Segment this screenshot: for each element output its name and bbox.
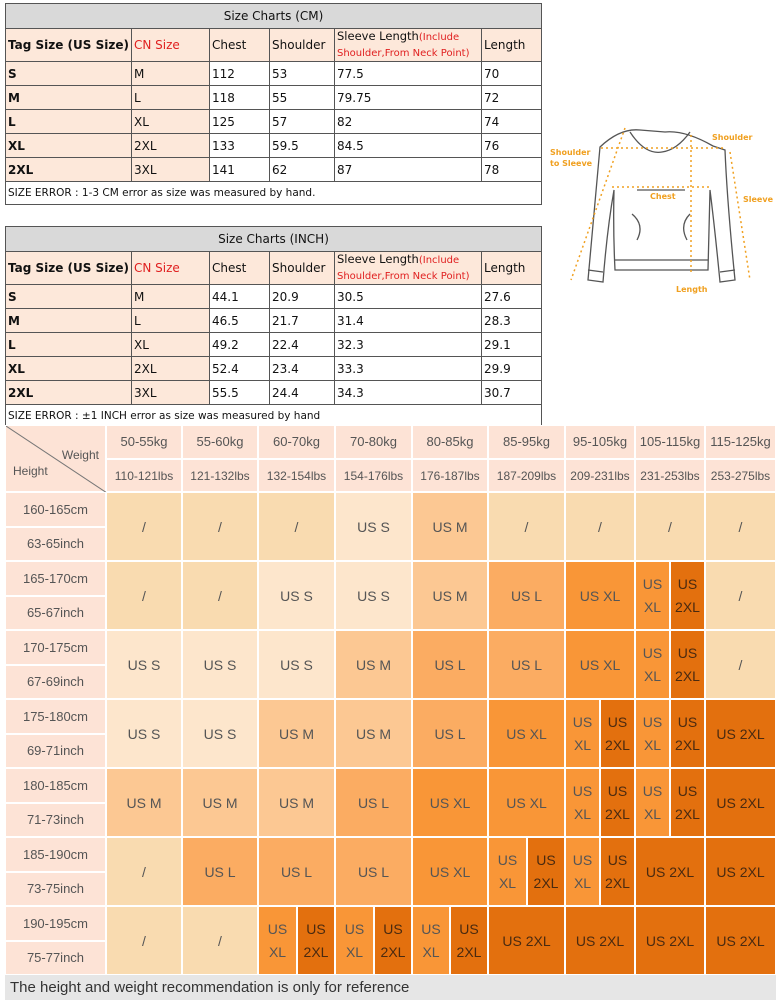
table-row [6,62,542,86]
cell-sleeve-length: 77.5 [335,62,482,86]
cell-tag-size: 2XL [6,381,132,405]
label-chest: Chest [650,192,676,201]
size-cell: US 2XL [670,561,705,630]
size-cell: / [488,492,565,561]
corner-header [5,425,106,492]
weight-lbs-header: 231-253lbs [635,459,705,492]
label-sleeve: Sleeve [743,195,773,204]
size-cell: US S [258,561,335,630]
size-cell: / [635,492,705,561]
header-length: Length [482,252,542,285]
size-cell: / [106,561,182,630]
height-cm-label: 190-195cm [5,906,106,941]
size-cell: / [705,630,776,699]
label-shoulder: Shoulder [712,133,753,142]
size-cell: US XL [565,630,635,699]
corner-height-label: Height [13,464,48,478]
size-cell: US 2XL [565,906,635,975]
size-cell: US 2XL [705,699,776,768]
cell-chest: 112 [210,62,270,86]
label-shoulder-to-sleeve-2: to Sleeve [550,159,593,168]
height-cm-label: 170-175cm [5,630,106,665]
cell-sleeve-length: 87 [335,158,482,182]
size-cell: US 2XL [670,630,705,699]
cell-cn-size: 2XL [132,134,210,158]
cell-tag-size: M [6,86,132,110]
height-weight-recommendation-grid [5,425,776,975]
header-shoulder: Shoulder [270,252,335,285]
size-cell: US M [258,768,335,837]
size-error-note: SIZE ERROR : 1-3 CM error as size was measured by hand. [6,182,542,205]
weight-kg-header: 85-95kg [488,425,565,459]
height-inch-label: 65-67inch [5,596,106,630]
hoodie-outline-icon [588,130,735,282]
cell-tag-size: S [6,285,132,309]
size-cell: US 2XL [670,768,705,837]
size-cell: US L [412,699,488,768]
sleeve-note: (Include Shoulder,From Neck Point) [337,255,470,282]
size-cell: US 2XL [527,837,565,906]
size-cell: US 2XL [488,906,565,975]
size-cell: US XL [635,699,670,768]
size-cell: / [106,906,182,975]
size-cell: US L [488,561,565,630]
weight-lbs-header: 132-154lbs [258,459,335,492]
size-cell: US L [335,768,412,837]
cell-cn-size: XL [132,333,210,357]
size-cell: / [106,492,182,561]
table-row [6,86,542,110]
sleeve-label: Sleeve Length [337,29,419,43]
size-cell: US XL [565,699,600,768]
size-error-note: SIZE ERROR : ±1 INCH error as size was measured by hand [6,405,542,428]
cell-length: 78 [482,158,542,182]
header-sleeve [335,252,482,285]
size-cell: US XL [565,837,600,906]
weight-kg-header: 95-105kg [565,425,635,459]
cell-tag-size: S [6,62,132,86]
size-cell: US 2XL [297,906,335,975]
height-inch-label: 71-73inch [5,803,106,837]
size-cell: US XL [635,630,670,699]
hoodie-measurement-diagram [545,110,776,310]
cell-length: 76 [482,134,542,158]
cell-sleeve-length: 31.4 [335,309,482,333]
size-cell: US 2XL [600,837,635,906]
height-inch-label: 73-75inch [5,872,106,906]
cell-chest: 118 [210,86,270,110]
cell-shoulder: 53 [270,62,335,86]
weight-lbs-header: 209-231lbs [565,459,635,492]
table-row [6,381,542,405]
cell-shoulder: 20.9 [270,285,335,309]
header-chest: Chest [210,252,270,285]
size-cell: US M [412,561,488,630]
cell-tag-size: XL [6,134,132,158]
sleeve-note: (Include Shoulder,From Neck Point) [337,32,470,59]
size-cell: US L [412,630,488,699]
header-cn-size: CN Size [132,29,210,62]
cell-shoulder: 24.4 [270,381,335,405]
weight-kg-header: 50-55kg [106,425,182,459]
header-cn-size: CN Size [132,252,210,285]
size-cell: US S [182,699,258,768]
size-cell: US XL [412,837,488,906]
size-cell: / [182,906,258,975]
label-shoulder-to-sleeve: Shoulder [550,148,591,157]
weight-kg-header: 80-85kg [412,425,488,459]
cell-cn-size: M [132,62,210,86]
cell-length: 74 [482,110,542,134]
size-chart-inch [5,226,542,428]
cell-shoulder: 21.7 [270,309,335,333]
cell-sleeve-length: 32.3 [335,333,482,357]
size-cell: US 2XL [450,906,488,975]
reference-footer: The height and weight recommendation is only for reference [5,975,776,1000]
size-cell: US 2XL [670,699,705,768]
table-row [6,309,542,333]
size-cell: US XL [488,768,565,837]
cell-sleeve-length: 30.5 [335,285,482,309]
table-row [6,357,542,381]
table-row [6,110,542,134]
cell-tag-size: M [6,309,132,333]
size-cell: US XL [635,561,670,630]
height-inch-label: 69-71inch [5,734,106,768]
size-cell: US XL [565,768,600,837]
size-cell: US 2XL [600,699,635,768]
cell-shoulder: 22.4 [270,333,335,357]
cell-sleeve-length: 79.75 [335,86,482,110]
header-shoulder: Shoulder [270,29,335,62]
height-cm-label: 185-190cm [5,837,106,872]
cell-tag-size: L [6,333,132,357]
size-cell: US L [258,837,335,906]
cell-length: 29.9 [482,357,542,381]
size-cell: US 2XL [374,906,412,975]
cell-tag-size: 2XL [6,158,132,182]
header-tag-size: Tag Size (US Size) [6,252,132,285]
cell-cn-size: M [132,285,210,309]
weight-kg-header: 70-80kg [335,425,412,459]
size-cell: US XL [635,768,670,837]
size-cell: US S [106,630,182,699]
size-cell: US XL [412,906,450,975]
size-cell: US XL [488,837,527,906]
cell-chest: 46.5 [210,309,270,333]
cell-length: 30.7 [482,381,542,405]
size-cell: US S [182,630,258,699]
weight-kg-header: 105-115kg [635,425,705,459]
cell-shoulder: 57 [270,110,335,134]
cell-chest: 141 [210,158,270,182]
size-cell: US M [335,699,412,768]
cell-cn-size: 3XL [132,381,210,405]
weight-lbs-header: 253-275lbs [705,459,776,492]
cell-sleeve-length: 33.3 [335,357,482,381]
height-inch-label: 63-65inch [5,527,106,561]
table-row [6,158,542,182]
cell-length: 70 [482,62,542,86]
cell-shoulder: 23.4 [270,357,335,381]
table-row [6,285,542,309]
size-cell: US M [258,699,335,768]
size-cell: US 2XL [635,906,705,975]
size-cell: US S [258,630,335,699]
cell-sleeve-length: 82 [335,110,482,134]
size-cell: US 2XL [635,837,705,906]
cell-cn-size: XL [132,110,210,134]
table-row [6,134,542,158]
cell-chest: 52.4 [210,357,270,381]
size-cell: / [106,837,182,906]
size-cell: US S [335,561,412,630]
weight-kg-header: 55-60kg [182,425,258,459]
size-cell: US 2XL [705,837,776,906]
size-cell: US M [106,768,182,837]
height-cm-label: 180-185cm [5,768,106,803]
size-cell: US S [106,699,182,768]
size-cell: US XL [488,699,565,768]
header-tag-size: Tag Size (US Size) [6,29,132,62]
size-cell: / [705,492,776,561]
header-sleeve [335,29,482,62]
size-cell: US XL [412,768,488,837]
cell-cn-size: 2XL [132,357,210,381]
cell-cn-size: L [132,309,210,333]
height-inch-label: 75-77inch [5,941,106,975]
table-title: Size Charts (INCH) [6,227,542,252]
height-cm-label: 160-165cm [5,492,106,527]
table-row [6,333,542,357]
cell-shoulder: 62 [270,158,335,182]
height-cm-label: 175-180cm [5,699,106,734]
size-cell: US S [335,492,412,561]
weight-kg-header: 60-70kg [258,425,335,459]
weight-lbs-header: 110-121lbs [106,459,182,492]
cell-length: 29.1 [482,333,542,357]
size-cell: US XL [258,906,297,975]
size-cell: US M [182,768,258,837]
size-cell: US XL [565,561,635,630]
cell-cn-size: L [132,86,210,110]
weight-lbs-header: 187-209lbs [488,459,565,492]
cell-length: 27.6 [482,285,542,309]
cell-length: 72 [482,86,542,110]
corner-weight-label: Weight [61,448,99,462]
weight-lbs-header: 154-176lbs [335,459,412,492]
header-length: Length [482,29,542,62]
cell-chest: 44.1 [210,285,270,309]
size-cell: US L [182,837,258,906]
size-cell: US 2XL [705,906,776,975]
size-chart-cm [5,3,542,205]
size-cell: / [565,492,635,561]
cell-chest: 125 [210,110,270,134]
size-cell: US L [335,837,412,906]
height-inch-label: 67-69inch [5,665,106,699]
size-cell: US 2XL [705,768,776,837]
size-cell: / [258,492,335,561]
cell-chest: 55.5 [210,381,270,405]
height-cm-label: 165-170cm [5,561,106,596]
size-cell: US L [488,630,565,699]
weight-lbs-header: 121-132lbs [182,459,258,492]
label-length: Length [676,285,708,294]
weight-kg-header: 115-125kg [705,425,776,459]
cell-sleeve-length: 84.5 [335,134,482,158]
cell-tag-size: XL [6,357,132,381]
size-cell: US 2XL [600,768,635,837]
cell-tag-size: L [6,110,132,134]
measurement-lines [571,128,750,280]
table-title: Size Charts (CM) [6,4,542,29]
cell-shoulder: 59.5 [270,134,335,158]
size-cell: / [182,492,258,561]
size-cell: / [705,561,776,630]
cell-chest: 133 [210,134,270,158]
sleeve-label: Sleeve Length [337,252,419,266]
size-cell: US M [412,492,488,561]
cell-length: 28.3 [482,309,542,333]
size-cell: US XL [335,906,374,975]
size-cell: US M [335,630,412,699]
cell-cn-size: 3XL [132,158,210,182]
cell-chest: 49.2 [210,333,270,357]
size-cell: / [182,561,258,630]
header-chest: Chest [210,29,270,62]
weight-lbs-header: 176-187lbs [412,459,488,492]
cell-shoulder: 55 [270,86,335,110]
cell-sleeve-length: 34.3 [335,381,482,405]
